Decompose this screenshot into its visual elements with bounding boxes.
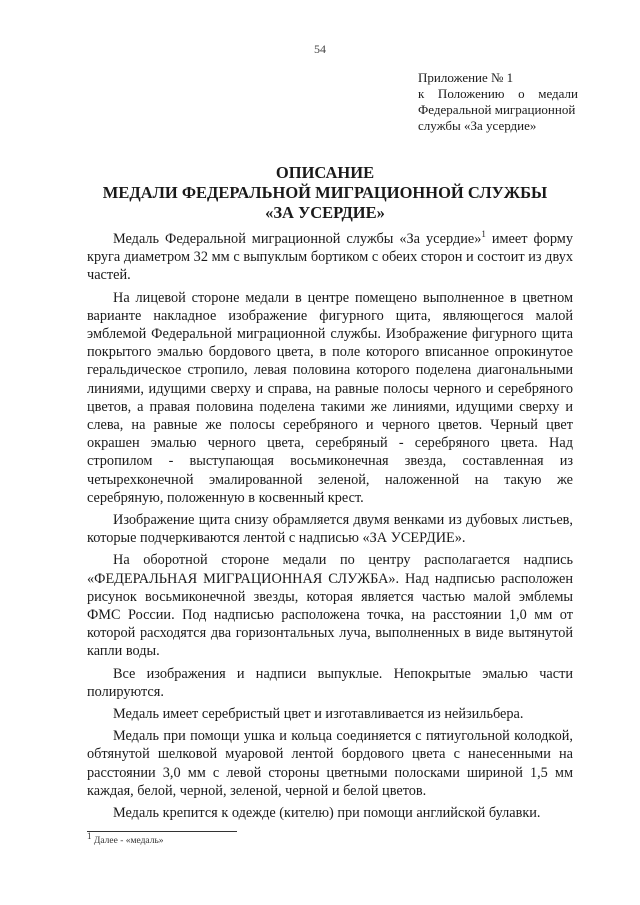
footnote-text: Далее - «медаль» (93, 836, 164, 847)
document-title (80, 163, 570, 223)
footnote-reference: 1 (481, 229, 486, 240)
title-line-3: «ЗА УСЕРДИЕ» (265, 203, 385, 222)
paragraph-7: Медаль при помощи ушка и кольца соединяется с пятиугольной колодкой, обтянутой шелковой муаровой лентой бордового цвета с нанесенными на расстоянии 3,0 мм с левой стороны цветными полосками шириной 1,5 мм каждая, белой, черной, зеленой, черной и белой цветов. (87, 728, 573, 799)
paragraph-1 (87, 230, 573, 285)
paragraph-4: На оборотной стороне медали по центру располагается надпись «ФЕДЕРАЛЬНАЯ МИГРАЦИОННАЯ СЛУЖБА». Над надписью расположен рисунок восьмиконечной звезды, которая является частью малой эмблемы ФМС России. Под надписью расположена точка, на расстоянии 1,0 мм от которой расходятся два горизонтальных луча, выполненных в виде вытянутой капли воды. (87, 552, 573, 660)
footnote-divider (87, 831, 237, 832)
paragraph-2: На лицевой стороне медали в центре помещено выполненное в цветном варианте накладное изображение фигурного щита, являющегося малой эмблемой Федеральной миграционной службы. Изображение фигурного щита покрытого эмалью бордового цвета, в поле которого вписанное опрокинутое геральдическое стропило, левая половина которого поделена диагональными линиями, идущими сверху и справа, на равные полосы черного и серебряного цветов, а правая половина поделена такими же линиями, идущими сверху и слева, на равные же полосы серебряного и черного цветов. Черный цвет окрашен эмалью черного цвета, серебряный - серебряного цвета. Над стропилом - выступающая восьмиконечная звезда, составленная из четырехконечной эмалированной зеленой, наложенной на такую же серебряную, положенную в косвенный крест. (87, 289, 573, 506)
paragraph-1-text-cont: имеет форму круга диаметром 32 мм с выпуклым бортиком с обеих сторон и состоит из двух частей. (87, 231, 574, 284)
paragraph-5: Все изображения и надписи выпуклые. Непокрытые эмалью части полируются. (87, 665, 573, 700)
title-line-1: ОПИСАНИЕ (275, 163, 375, 182)
appendix-line-4: службы «За усердие» (418, 118, 537, 133)
page-number: 54 (314, 42, 326, 56)
appendix-line-2: к Положению о медали (418, 86, 578, 101)
appendix-line-1: Приложение № 1 (418, 70, 514, 85)
footnote-marker: 1 (87, 831, 92, 841)
document-body (87, 230, 573, 826)
footnote (87, 831, 164, 847)
appendix-block (418, 70, 578, 134)
paragraph-3: Изображение щита снизу обрамляется двумя венками из дубовых листьев, которые подчеркиваются лентой с надписью «ЗА УСЕРДИЕ». (87, 512, 573, 547)
title-line-2: МЕДАЛИ ФЕДЕРАЛЬНОЙ МИГРАЦИОННОЙ СЛУЖБЫ (102, 183, 548, 202)
paragraph-6: Медаль имеет серебристый цвет и изготавливается из нейзильбера. (113, 706, 524, 723)
appendix-line-3: Федеральной миграционной (418, 102, 576, 117)
paragraph-1-text: Медаль Федеральной миграционной службы «За усердие» (113, 231, 482, 247)
paragraph-8: Медаль крепится к одежде (кителю) при помощи английской булавки. (113, 805, 541, 822)
